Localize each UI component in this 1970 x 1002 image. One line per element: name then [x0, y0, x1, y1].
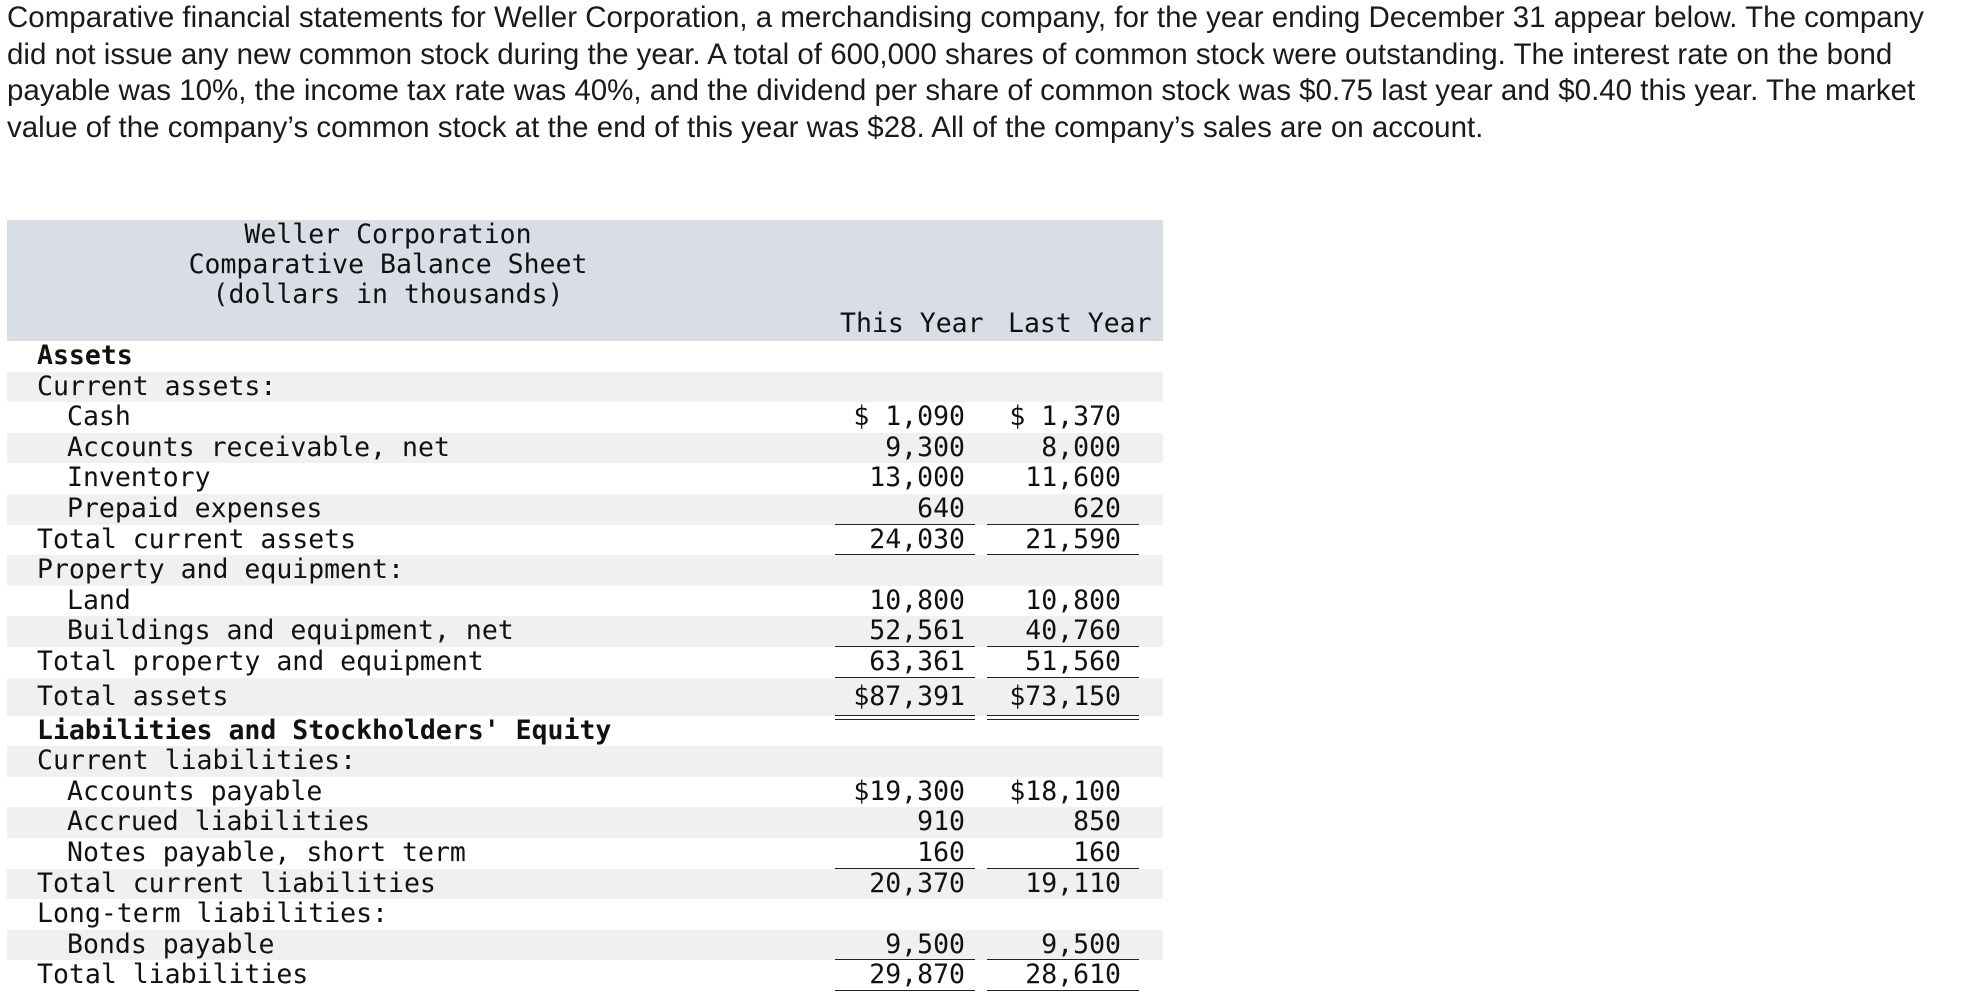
last-year-value: 28,610: [997, 960, 1121, 991]
table-row: [7, 899, 1163, 930]
this-year-value: 9,300: [885, 431, 965, 463]
last-year-value: 8,000: [1041, 431, 1121, 463]
this-year-value: 24,030: [827, 525, 965, 556]
this-year-value: 29,870: [827, 960, 965, 991]
balance-sheet-table: [7, 220, 1163, 991]
table-row: [7, 616, 1163, 647]
row-label: Accrued liabilities: [67, 806, 371, 838]
table-row: [7, 930, 1163, 961]
table-row: [7, 716, 1163, 747]
table-row: [7, 777, 1163, 808]
table-row: [7, 433, 1163, 464]
table-row: [7, 402, 1163, 433]
table-row: [7, 807, 1163, 838]
last-year-value: 51,560: [997, 647, 1121, 678]
row-label: Inventory: [67, 462, 211, 494]
table-row: [7, 555, 1163, 586]
column-header-last-year: Last Year: [1008, 308, 1152, 339]
last-year-value: $18,100: [1009, 775, 1121, 807]
units-note: (dollars in thousands): [212, 279, 564, 310]
last-year-value: $73,150: [997, 678, 1121, 716]
last-year-value: 40,760: [997, 616, 1121, 647]
this-year-value: 52,561: [827, 616, 965, 647]
row-label: Land: [67, 584, 131, 616]
table-row: [7, 678, 1163, 716]
table-row: [7, 647, 1163, 678]
this-year-value: 10,800: [869, 584, 965, 616]
this-year-value: 63,361: [827, 647, 965, 678]
balance-sheet-header: [7, 220, 1163, 341]
this-year-value: 640: [827, 494, 965, 525]
row-label: Property and equipment:: [37, 554, 404, 586]
table-row: [7, 463, 1163, 494]
last-year-value: 160: [997, 838, 1121, 869]
row-label: Cash: [67, 401, 131, 433]
row-label: Accounts payable: [67, 775, 323, 807]
this-year-value: 160: [827, 838, 965, 869]
table-row: [7, 960, 1163, 991]
row-label: Accounts receivable, net: [67, 431, 450, 463]
statement-name: Comparative Balance Sheet: [188, 249, 588, 280]
row-label: Assets: [37, 340, 133, 371]
row-label: Total assets: [37, 680, 229, 712]
last-year-value: 11,600: [1025, 462, 1121, 494]
this-year-value: 20,370: [869, 867, 965, 899]
this-year-value: 910: [917, 806, 965, 838]
table-row: [7, 341, 1163, 372]
table-row: [7, 869, 1163, 900]
last-year-value: 620: [997, 494, 1121, 525]
this-year-value: 9,500: [827, 930, 965, 961]
row-label: Prepaid expenses: [67, 492, 323, 524]
row-label: Current liabilities:: [37, 745, 357, 777]
table-row: [7, 494, 1163, 525]
this-year-value: $87,391: [827, 678, 965, 716]
table-row: [7, 746, 1163, 777]
problem-intro-text: Comparative financial statements for Weller Corporation, a merchandising company, for the year ending December 31 appear below. The company did not issue any new common stock during the year. A total of 600,000 shares of common stock were outstanding. The interest rate on the bond payable was 10%, the income tax rate was 40%, and the dividend per share of common stock was $0.75 last year and $0.40 this year. The market value of the company’s common stock at the end of this year was $28. All of the company’s sales are on account.: [7, 1, 1924, 144]
table-row: [7, 838, 1163, 869]
row-label: Total current assets: [37, 523, 357, 555]
this-year-value: $19,300: [853, 775, 965, 807]
last-year-value: $ 1,370: [1009, 401, 1121, 433]
table-row: [7, 525, 1163, 556]
this-year-value: $ 1,090: [853, 401, 965, 433]
last-year-value: 10,800: [1025, 584, 1121, 616]
last-year-value: 19,110: [1025, 867, 1121, 899]
row-label: Notes payable, short term: [67, 836, 466, 868]
company-name: Weller Corporation: [244, 219, 532, 250]
last-year-value: 21,590: [997, 525, 1121, 556]
table-row: [7, 372, 1163, 403]
balance-sheet-rows: [7, 341, 1163, 991]
row-label: Bonds payable: [67, 928, 275, 960]
row-label: Long-term liabilities:: [37, 898, 388, 930]
column-header-this-year: This Year: [840, 308, 984, 339]
row-label: Buildings and equipment, net: [67, 615, 514, 647]
row-label: Total property and equipment: [37, 645, 484, 677]
row-label: Current assets:: [37, 370, 277, 402]
row-label: Total current liabilities: [37, 867, 436, 899]
row-label: Total liabilities: [37, 959, 309, 991]
last-year-value: 850: [1073, 806, 1121, 838]
this-year-value: 13,000: [869, 462, 965, 494]
last-year-value: 9,500: [997, 930, 1121, 961]
balance-sheet-title: [7, 220, 769, 310]
table-row: [7, 586, 1163, 617]
row-label: Liabilities and Stockholders' Equity: [37, 714, 612, 746]
